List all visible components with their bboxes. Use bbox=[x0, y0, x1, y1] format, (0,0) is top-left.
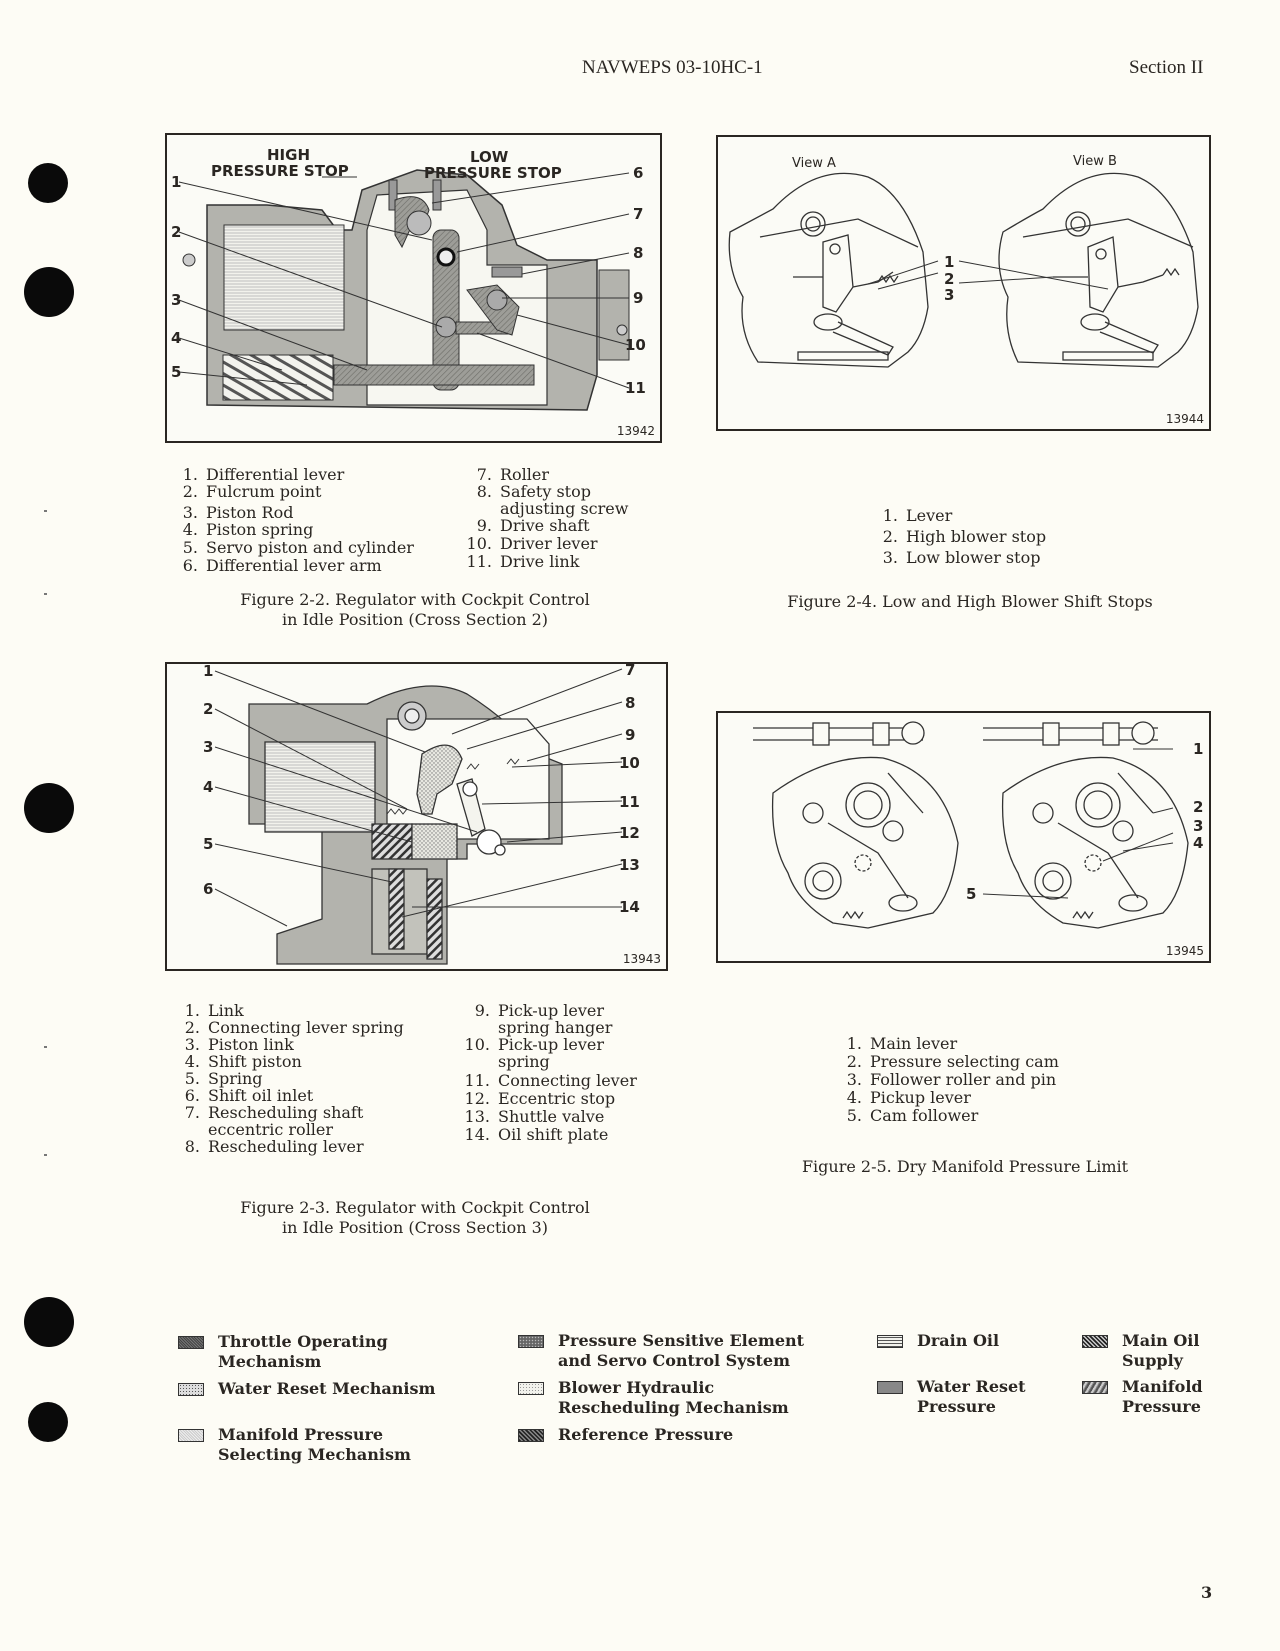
legend-item: 4. Shift piston bbox=[184, 1052, 302, 1071]
key-pressure-sensitive-element: Pressure Sensitive Element and Servo Control System bbox=[518, 1331, 804, 1371]
legend-item: 2. High blower stop bbox=[882, 527, 1047, 546]
figure-2-3-legend-left bbox=[172, 1002, 404, 1155]
drawing-number: 13942 bbox=[616, 424, 655, 438]
svg-text:10: 10 bbox=[619, 754, 640, 772]
svg-text:11: 11 bbox=[625, 379, 646, 397]
svg-text:2: 2 bbox=[203, 700, 214, 718]
legend-item: 1. Lever bbox=[882, 506, 953, 525]
legend-item: 8. Rescheduling lever bbox=[184, 1137, 364, 1156]
figure-2-4-caption: Figure 2-4. Low and High Blower Shift Stops bbox=[787, 592, 1153, 611]
legend-item: 14. Oil shift plate bbox=[464, 1125, 609, 1144]
legend-item: 2. Pressure selecting cam bbox=[846, 1052, 1059, 1071]
binder-hole-2 bbox=[24, 267, 74, 317]
dotted-pattern-swatch bbox=[178, 1383, 204, 1396]
svg-text:3: 3 bbox=[171, 291, 182, 309]
figure-2-2-caption: Figure 2-2. Regulator with Cockpit Control in Idle Position (Cross Section 2) bbox=[240, 590, 590, 629]
view-a-label: View A bbox=[792, 156, 836, 171]
legend-item: 5. Cam follower bbox=[846, 1106, 979, 1125]
figure-2-5-legend bbox=[840, 1035, 1059, 1125]
svg-text:13: 13 bbox=[619, 856, 640, 874]
svg-text:6: 6 bbox=[633, 164, 644, 182]
legend-item: 9. Pick-up lever bbox=[474, 1001, 605, 1020]
regulator-cross-section-3-drawing bbox=[167, 664, 666, 969]
svg-text:5: 5 bbox=[966, 885, 977, 903]
svg-text:9: 9 bbox=[633, 289, 644, 307]
svg-text:7: 7 bbox=[633, 205, 644, 223]
light-fine-pattern-swatch bbox=[178, 1429, 204, 1442]
stipple-pattern-swatch bbox=[877, 1381, 903, 1394]
diagonal-pattern-swatch bbox=[1082, 1335, 1108, 1348]
key-throttle-operating-mechanism: Throttle Operating Mechanism bbox=[178, 1332, 388, 1372]
scan-speck bbox=[44, 593, 47, 595]
figure-2-2-legend-right bbox=[458, 466, 628, 570]
scan-speck bbox=[44, 1046, 47, 1048]
legend-item: 9. Drive shaft bbox=[476, 516, 590, 535]
svg-text:11: 11 bbox=[619, 793, 640, 811]
svg-text:PRESSURE STOP: PRESSURE STOP bbox=[211, 162, 349, 180]
legend-item: 1. Differential lever bbox=[182, 465, 345, 484]
light-dot-pattern-swatch bbox=[518, 1382, 544, 1395]
legend-item: 2. Connecting lever spring bbox=[184, 1018, 404, 1037]
legend-item: 1. Main lever bbox=[846, 1034, 958, 1053]
legend-item: adjusting screw bbox=[500, 499, 629, 518]
key-main-oil-supply: Main Oil Supply bbox=[1082, 1331, 1199, 1371]
blower-shift-stops-drawing bbox=[718, 137, 1209, 429]
svg-text:9: 9 bbox=[625, 726, 636, 744]
drawing-number: 13943 bbox=[622, 952, 661, 966]
key-water-reset-pressure: Water Reset Pressure bbox=[877, 1377, 1026, 1417]
document-id: NAVWEPS 03-10HC-1 bbox=[582, 57, 763, 78]
dark-diagonal-pattern-swatch bbox=[518, 1429, 544, 1442]
legend-item: 7. Rescheduling shaft bbox=[184, 1103, 364, 1122]
legend-item: eccentric roller bbox=[208, 1120, 334, 1139]
binder-hole-3 bbox=[24, 783, 74, 833]
legend-item: 5. Servo piston and cylinder bbox=[182, 538, 414, 557]
svg-text:8: 8 bbox=[625, 694, 636, 712]
section-label: Section II bbox=[1129, 57, 1204, 78]
svg-text:8: 8 bbox=[633, 244, 644, 262]
drawing-number: 13945 bbox=[1165, 944, 1204, 958]
svg-text:2: 2 bbox=[944, 270, 955, 288]
svg-text:4: 4 bbox=[203, 778, 214, 796]
key-manifold-pressure: Manifold Pressure bbox=[1082, 1377, 1203, 1417]
svg-text:PRESSURE STOP: PRESSURE STOP bbox=[424, 164, 562, 182]
svg-text:1: 1 bbox=[171, 173, 182, 191]
mottled-pattern-swatch bbox=[1082, 1381, 1108, 1394]
legend-item: 8. Safety stop bbox=[476, 482, 591, 501]
figure-2-4-legend bbox=[876, 505, 1046, 568]
figure-2-3-illustration bbox=[165, 662, 668, 971]
legend-item: 1. Link bbox=[184, 1001, 244, 1020]
legend-item: 6. Differential lever arm bbox=[182, 556, 382, 575]
medium-dot-pattern-swatch bbox=[518, 1335, 544, 1348]
legend-item: 4. Pickup lever bbox=[846, 1088, 971, 1107]
legend-item: 3. Low blower stop bbox=[882, 548, 1041, 567]
key-reference-pressure: Reference Pressure bbox=[518, 1425, 733, 1445]
legend-item: 7. Roller bbox=[476, 465, 550, 484]
svg-text:3: 3 bbox=[944, 286, 955, 304]
svg-text:6: 6 bbox=[203, 880, 214, 898]
high-pressure-stop-label: HIGH bbox=[267, 146, 311, 164]
page-number: 3 bbox=[1201, 1583, 1213, 1602]
svg-text:5: 5 bbox=[171, 363, 182, 381]
legend-item: 3. Follower roller and pin bbox=[846, 1070, 1057, 1089]
view-b-label: View B bbox=[1073, 154, 1117, 169]
svg-text:4: 4 bbox=[171, 329, 182, 347]
regulator-cross-section-2-drawing bbox=[167, 135, 660, 441]
scan-speck bbox=[44, 510, 47, 512]
svg-text:10: 10 bbox=[625, 336, 646, 354]
figure-2-2-legend-left bbox=[172, 466, 414, 574]
legend-item: 11. Drive link bbox=[466, 552, 580, 571]
figure-2-4-illustration bbox=[716, 135, 1211, 431]
dark-fine-pattern-swatch bbox=[178, 1336, 204, 1349]
svg-text:14: 14 bbox=[619, 898, 640, 916]
binder-hole-1 bbox=[28, 163, 68, 203]
key-manifold-pressure-selecting-mechanism: Manifold Pressure Selecting Mechanism bbox=[178, 1425, 411, 1465]
key-drain-oil: Drain Oil bbox=[877, 1331, 999, 1351]
horizontal-lines-pattern-swatch bbox=[877, 1335, 903, 1348]
legend-item: 13. Shuttle valve bbox=[464, 1107, 605, 1126]
drawing-number: 13944 bbox=[1165, 412, 1204, 426]
figure-2-5-caption: Figure 2-5. Dry Manifold Pressure Limit bbox=[801, 1157, 1129, 1176]
svg-text:LOW: LOW bbox=[470, 148, 509, 166]
svg-text:3: 3 bbox=[1193, 817, 1204, 835]
svg-text:4: 4 bbox=[1193, 834, 1204, 852]
legend-item: 6. Shift oil inlet bbox=[184, 1086, 314, 1105]
legend-item: 5. Spring bbox=[184, 1069, 263, 1088]
svg-text:5: 5 bbox=[203, 835, 214, 853]
legend-item: spring hanger bbox=[498, 1018, 613, 1037]
svg-text:2: 2 bbox=[171, 223, 182, 241]
svg-text:3: 3 bbox=[203, 738, 214, 756]
svg-text:12: 12 bbox=[619, 824, 640, 842]
figure-2-3-caption: Figure 2-3. Regulator with Cockpit Control in Idle Position (Cross Section 3) bbox=[240, 1198, 590, 1237]
binder-hole-4 bbox=[24, 1297, 74, 1347]
legend-item: 3. Piston link bbox=[184, 1035, 294, 1054]
scan-speck bbox=[44, 1154, 47, 1156]
legend-item: 2. Fulcrum point bbox=[182, 482, 322, 501]
binder-hole-5 bbox=[28, 1402, 68, 1442]
key-blower-hydraulic-rescheduling: Blower Hydraulic Rescheduling Mechanism bbox=[518, 1378, 789, 1418]
legend-item: 12. Eccentric stop bbox=[464, 1089, 616, 1108]
svg-text:7: 7 bbox=[625, 664, 636, 679]
key-water-reset-mechanism: Water Reset Mechanism bbox=[178, 1379, 435, 1399]
legend-item: 11. Connecting lever bbox=[464, 1071, 637, 1090]
figure-2-5-illustration bbox=[716, 711, 1211, 963]
svg-text:1: 1 bbox=[203, 664, 214, 680]
svg-text:1: 1 bbox=[1193, 740, 1204, 758]
legend-item: 3. Piston Rod bbox=[182, 503, 294, 522]
legend-item: 10. Pick-up lever bbox=[464, 1035, 605, 1054]
svg-text:1: 1 bbox=[944, 253, 955, 271]
legend-item: spring bbox=[498, 1052, 550, 1071]
legend-item: 4. Piston spring bbox=[182, 520, 314, 539]
figure-2-3-legend-right bbox=[446, 1002, 637, 1143]
legend-item: 10. Driver lever bbox=[466, 534, 598, 553]
svg-text:2: 2 bbox=[1193, 798, 1204, 816]
dry-manifold-pressure-limit-drawing bbox=[718, 713, 1209, 961]
figure-2-2-illustration bbox=[165, 133, 662, 443]
